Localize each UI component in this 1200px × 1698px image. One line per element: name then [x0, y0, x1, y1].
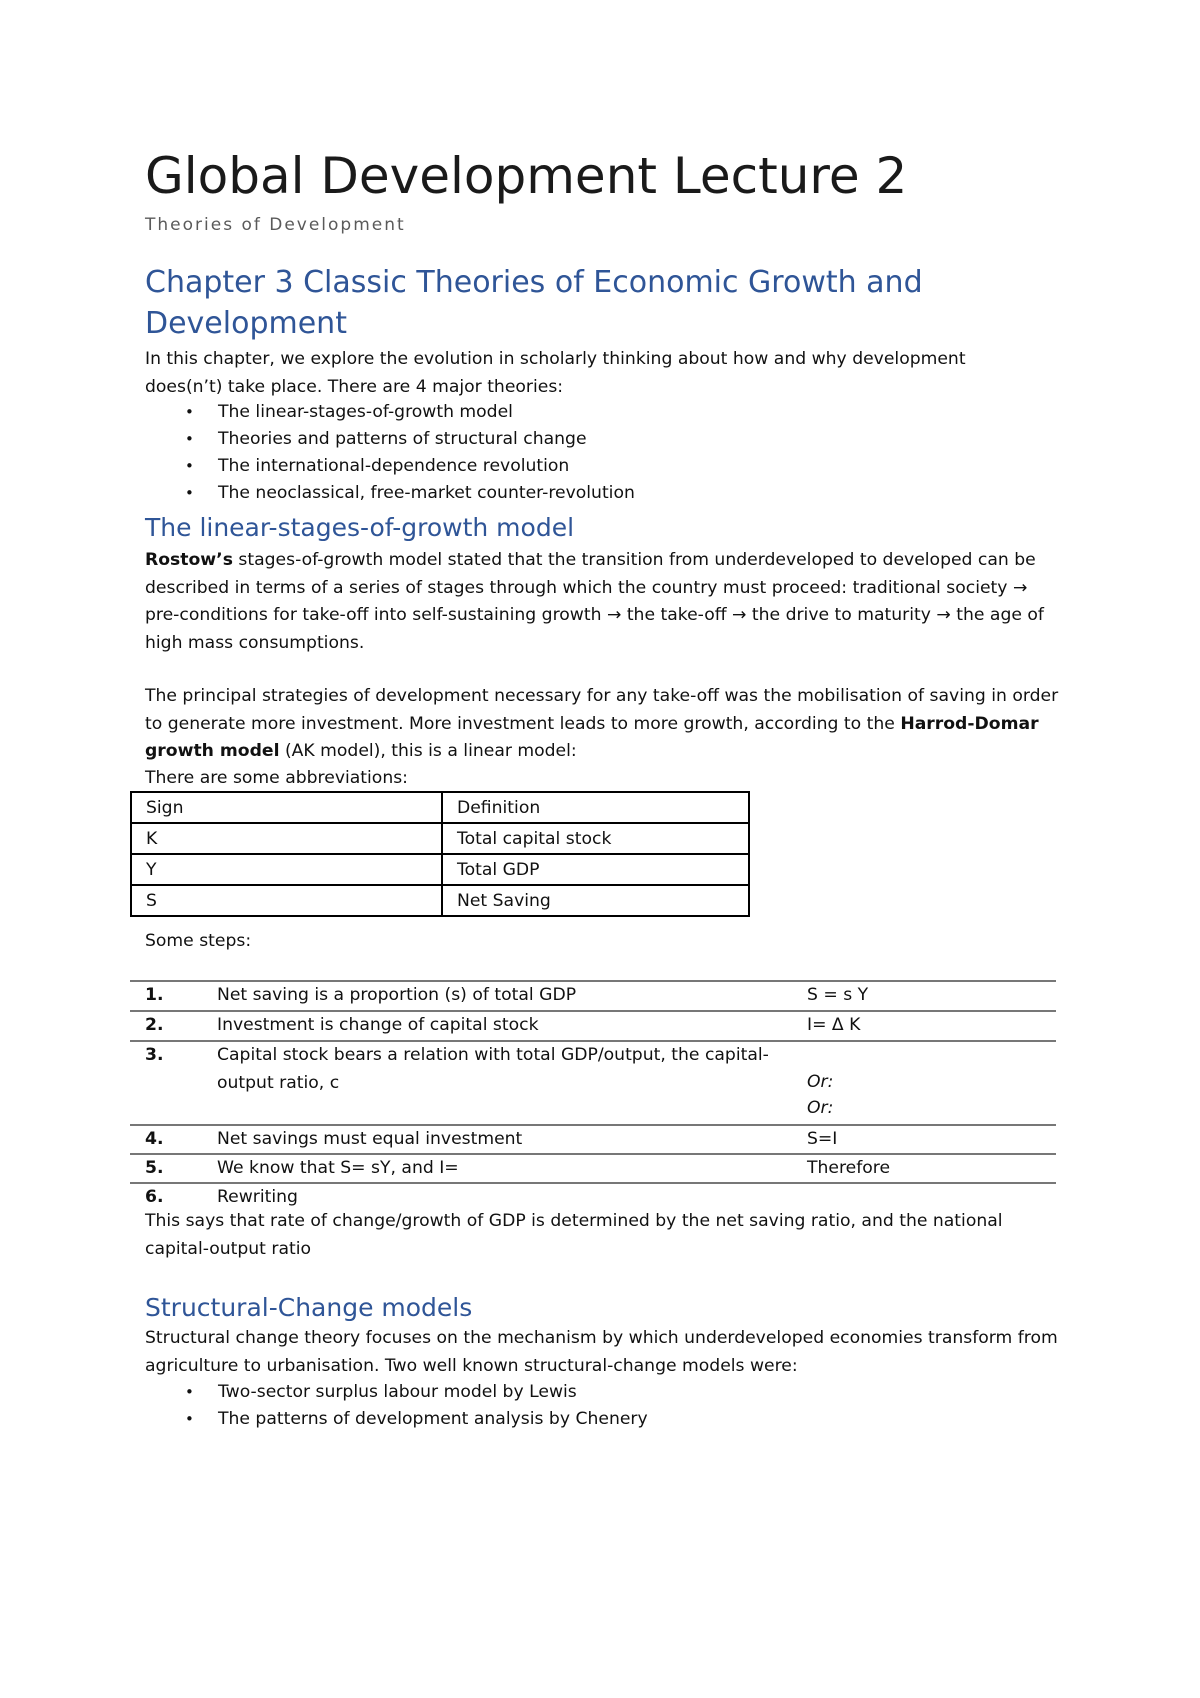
arrow-icon: →	[732, 605, 747, 625]
table-row	[131, 885, 749, 916]
step-text: Investment is change of capital stock	[217, 1015, 539, 1035]
bullet-icon: •	[185, 403, 194, 421]
steps-label: Some steps:	[145, 931, 252, 951]
table-cell: K	[131, 823, 442, 854]
structural-change-heading: Structural-Change models	[145, 1293, 473, 1322]
step-text: Net savings must equal investment	[217, 1129, 523, 1149]
step-text: Net saving is a proportion (s) of total GDP	[217, 985, 577, 1005]
arrow-icon: →	[606, 605, 622, 625]
page-subtitle: Theories of Development	[145, 215, 406, 235]
abbreviations-table	[130, 791, 750, 917]
step-text: We know that S= sY, and I=	[217, 1158, 459, 1178]
chapter-heading: Chapter 3 Classic Theories of Economic Growth and Development	[145, 265, 923, 341]
arrow-icon: →	[936, 605, 951, 625]
step-formula: S=I	[807, 1129, 838, 1149]
bullet-icon: •	[185, 484, 194, 502]
chapter-intro: In this chapter, we explore the evolution in scholarly thinking about how and why development does(n’t) take place. There are 4 major theories:	[145, 349, 966, 397]
table-cell: Y	[131, 854, 442, 885]
step-row	[130, 1153, 1056, 1182]
arrow-icon: →	[1012, 577, 1028, 598]
step-text: Rewriting	[217, 1187, 298, 1207]
table-row	[131, 823, 749, 854]
linear-model-heading: The linear-stages-of-growth model	[145, 513, 575, 542]
page-title: Global Development Lecture 2	[145, 147, 908, 205]
list-item: • Two-sector surplus labour model by Lewis	[145, 1379, 648, 1406]
structural-models-list	[145, 1379, 648, 1433]
table-header-row	[131, 792, 749, 823]
list-item: • The neoclassical, free-market counter-revolution	[145, 480, 635, 507]
table-header-cell: Sign	[131, 792, 442, 823]
step-number: 6.	[145, 1187, 164, 1207]
theory-list	[145, 399, 635, 507]
abbreviations-intro: There are some abbreviations:	[145, 768, 408, 788]
step-number: 5.	[145, 1158, 164, 1178]
step-row	[130, 1040, 1056, 1124]
step-formula-or: Or:	[807, 1072, 834, 1092]
list-item: • The international-dependence revolution	[145, 453, 635, 480]
structural-change-paragraph: Structural change theory focuses on the mechanism by which underdeveloped economies transform from agriculture to urbanisation. Two well known structural-change models were:	[145, 1328, 1058, 1376]
harrod-domar-paragraph: The principal strategies of development necessary for any take-off was the mobilisation of saving in order to generate more investment. More investment leads to more growth, according to the Harrod-Domar growth model (AK model), this is a linear model:	[145, 686, 1059, 761]
table-row	[131, 854, 749, 885]
list-item: • Theories and patterns of structural change	[145, 426, 635, 453]
rostow-paragraph: Rostow’s stages-of-growth model stated that the transition from underdeveloped to developed can be described in terms of a series of stages through which the country must proceed: traditional society → pre-conditions for take-off into self-sustaining growth → the take-off → the drive to maturity → the age of high mass consumptions.	[145, 550, 1044, 653]
table-cell: Net Saving	[442, 885, 749, 916]
step-formula: Therefore	[807, 1158, 891, 1178]
list-item: • The linear-stages-of-growth model	[145, 399, 635, 426]
conclusion-paragraph: This says that rate of change/growth of GDP is determined by the net saving ratio, and the national capital-output ratio	[145, 1211, 1003, 1259]
step-number: 3.	[145, 1045, 164, 1065]
bullet-icon: •	[185, 1410, 194, 1428]
table-cell: Total capital stock	[442, 823, 749, 854]
step-number: 2.	[145, 1015, 164, 1035]
step-row	[130, 980, 1056, 1010]
table-header-cell: Definition	[442, 792, 749, 823]
step-formula: I= Δ K	[807, 1015, 861, 1035]
table-cell: Total GDP	[442, 854, 749, 885]
step-formula: S = s Y	[807, 985, 869, 1005]
step-number: 1.	[145, 985, 164, 1005]
table-cell: S	[131, 885, 442, 916]
step-row	[130, 1010, 1056, 1040]
harrod-domar-name: Harrod-Domar growth model	[145, 713, 1039, 761]
bullet-icon: •	[185, 430, 194, 448]
step-row	[130, 1124, 1056, 1153]
step-text: Capital stock bears a relation with total GDP/output, the capital-output ratio, c	[217, 1045, 769, 1093]
bullet-icon: •	[185, 457, 194, 475]
bullet-icon: •	[185, 1383, 194, 1401]
step-number: 4.	[145, 1129, 164, 1149]
list-item: • The patterns of development analysis by Chenery	[145, 1406, 648, 1433]
step-formula-or: Or:	[807, 1098, 834, 1118]
rostow-name: Rostow’s	[145, 550, 233, 570]
steps-table	[130, 980, 1056, 1212]
